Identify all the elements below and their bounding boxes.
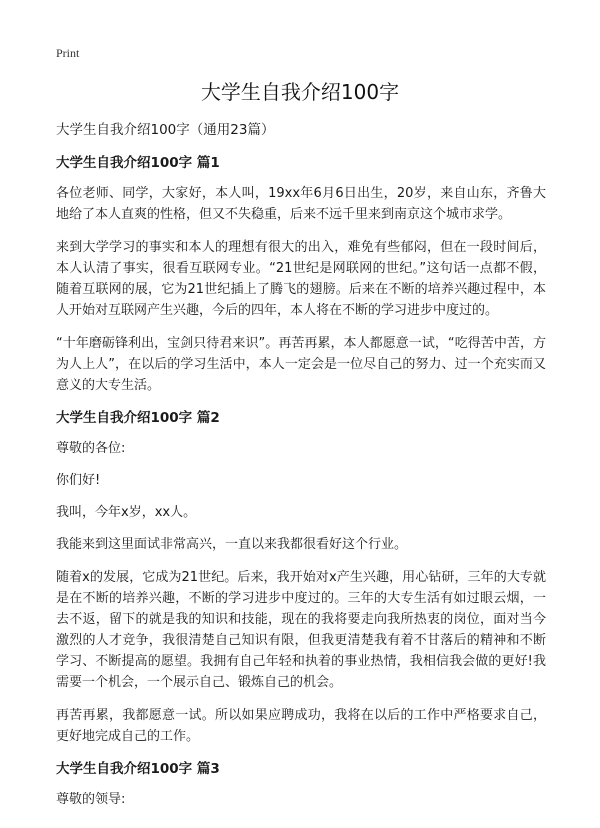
section-2-paragraph-6: 再苦再累，我都愿意一试。所以如果应聘成功，我将在以后的工作中严格要求自己，更好地完成自己的工作。 [56,708,546,744]
section-heading-1: 大学生自我介绍100字 篇1 [56,155,220,171]
section-2-greeting: 尊敬的各位: [56,441,126,456]
section-2-paragraph-4: 我能来到这里面试非常高兴，一直以来我都很看好这个行业。 [56,537,408,552]
section-1-paragraph-1: 各位老师、同学，大家好，本人叫，19xx年6月6日出生，20岁，来自山东，齐鲁大地给了本人直爽的性格，但又不失稳重，后来不远千里来到南京这个城市求学。 [56,186,546,222]
section-2-hello: 你们好! [56,473,101,488]
section-heading-2: 大学生自我介绍100字 篇2 [56,410,220,426]
section-2-intro: 我叫，今年x岁，xx人。 [56,505,197,520]
section-heading-3: 大学生自我介绍100字 篇3 [56,761,220,777]
print-link[interactable]: Print [56,46,80,60]
document-body [56,120,546,822]
page-title: 大学生自我介绍100字 [200,80,400,104]
section-2-paragraph-5: 随着x的发展，它成为21世纪。后来，我开始对x产生兴趣，用心钻研，三年的大专就是在不断的培养兴趣，不断的学习进步中度过的。三年的大专生活有如过眼云烟，一去不返，留下的就是我的知识和技能，现在的我将要走向我所热衷的岗位，面对当今激烈的人才竞争，我很清楚自己知识有限，但我更清楚我有着不甘落后的精神和不断学习、不断提高的愿望。我拥有自己年轻和执着的事业热情，我相信我会做的更好!我需要一个机会，一个展示自己、锻炼自己的机会。 [56,570,546,690]
section-1-paragraph-3: “十年磨砺锋利出，宝剑只待君来识”。再苦再累，本人都愿意一试，“吃得苦中苦，方为人上人”，在以后的学习生活中，本人一定会是一位尽自己的努力、过一个充实而又意义的大专生活。 [56,336,546,393]
section-1-paragraph-2: 来到大学学习的事实和本人的理想有很大的出入，难免有些郁闷，但在一段时间后，本人认清了事实，很看互联网专业。“21世纪是网联网的世纪。”这句话一点都不假，随着互联网的展，它为21世纪插上了腾飞的翅膀。后来在不断的培养兴趣过程中，本人开始对互联网产生兴趣，今后的四年，本人将在不断的学习进步中度过的。 [56,240,546,318]
document-subtitle: 大学生自我介绍100字（通用23篇） [56,122,275,138]
section-3-greeting: 尊敬的领导: [56,792,126,807]
